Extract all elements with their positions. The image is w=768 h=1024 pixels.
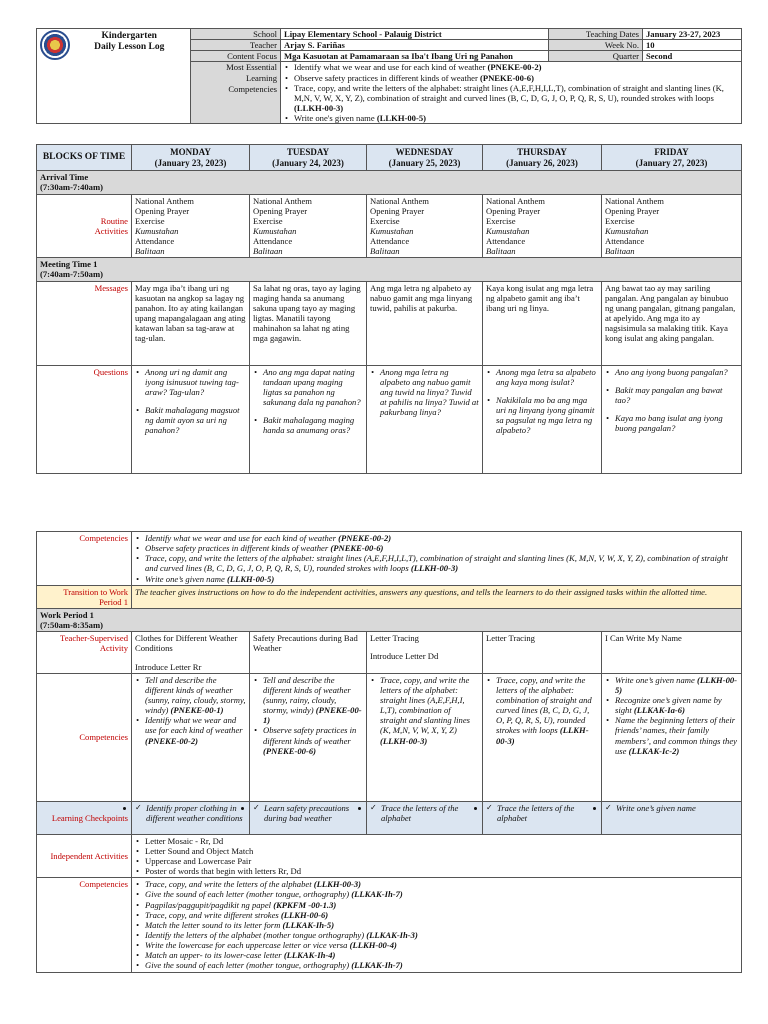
activity-title: Clothes for Different Weather Conditions xyxy=(135,633,238,654)
mel-text: Trace, copy, and write the letters of the alphabet: straight lines (A,E,F,H,I,L,T), combination of straight and slanting lines (K, M,N, V, W, X, Y, Z), combination of straight and curved lines (B, C, D, G, J, O, P, Q, R, S, U), rounded strokes with loops xyxy=(294,82,724,103)
competencies-list xyxy=(135,533,738,584)
mel-code: (LLKH-00-3) xyxy=(294,102,344,113)
competency-text: Identify what we wear and use for each kind of weather xyxy=(145,533,336,543)
independent-activity-item: • Uppercase and Lowercase Pair xyxy=(135,856,738,866)
questions-list xyxy=(486,367,598,436)
mel-list xyxy=(284,62,738,123)
deped-seal xyxy=(37,29,69,124)
routine-line: Exercise xyxy=(135,215,165,226)
competencies-friday xyxy=(602,673,742,801)
work-period-table xyxy=(36,531,742,973)
activity-title: I Can Write My Name xyxy=(605,633,682,644)
label-line: Transition to Work xyxy=(63,586,128,597)
week-value: 10 xyxy=(643,40,742,51)
teaching-dates-value: January 23-27, 2023 xyxy=(643,29,742,40)
competency-text: Write the lowercase for each uppercase letter or vice versa xyxy=(145,940,348,951)
mel-label-line: Most Essential xyxy=(226,62,277,73)
deped-seal-icon xyxy=(40,30,70,60)
mel-text: Write one's given name xyxy=(294,113,375,124)
section-time: (7:50am-8:35am) xyxy=(40,620,104,631)
competency-code: (LLKAK-Ih-7) xyxy=(351,960,403,971)
questions-list xyxy=(605,367,738,434)
section-time: (7:40am-7:50am) xyxy=(40,269,104,280)
mel-item xyxy=(284,62,738,72)
routine-line: Kumustahan xyxy=(605,225,649,236)
teacher-value: Arjay S. Fariñas xyxy=(281,40,549,51)
mel-code: (PNEKE-00-6) xyxy=(479,72,534,83)
messages-label: Messages xyxy=(37,281,132,365)
competency-item xyxy=(135,950,738,960)
questions-label: Questions xyxy=(37,365,132,473)
section-title: Meeting Time 1 xyxy=(40,259,98,270)
competency-item xyxy=(135,574,738,584)
competency-item xyxy=(253,675,363,726)
competencies-list xyxy=(605,675,738,756)
routine-line: Attendance xyxy=(253,236,293,247)
competency-item xyxy=(253,725,363,755)
routine-line: Exercise xyxy=(605,215,635,226)
competencies-thursday xyxy=(483,673,602,801)
competency-item xyxy=(135,675,246,716)
message-thursday: Kaya kong isulat ang mga letra ng alpabeto gamit ang iba’t ibang uri ng linya. xyxy=(483,281,602,365)
day-header-wednesday xyxy=(367,145,483,171)
day-date: (January 27, 2023) xyxy=(635,157,708,168)
day-name: FRIDAY xyxy=(654,147,689,157)
day-date: (January 24, 2023) xyxy=(272,157,344,168)
bottom-competencies-cell xyxy=(132,878,742,972)
competency-item xyxy=(135,553,738,573)
day-header-tuesday xyxy=(250,145,367,171)
routine-line: National Anthem xyxy=(253,195,312,206)
routine-line: Kumustahan xyxy=(370,225,414,236)
competency-item xyxy=(135,715,246,745)
questions-monday xyxy=(132,365,250,473)
competency-text: Identify the letters of the alphabet (mother tongue orthography) xyxy=(145,929,365,940)
independent-activity-item: • Poster of words that begin with letters Rr, Dd xyxy=(135,866,738,876)
competencies-cell xyxy=(132,532,742,586)
questions-friday xyxy=(602,365,742,473)
question-item: • Anong mga letra ng alpabeto ang nabuo gamit ang tuwid na linya? Tuwid at pahilis na linya? Tuwid at pakurbang linya? xyxy=(370,367,479,418)
competencies-list xyxy=(253,675,363,756)
competency-text: Trace, copy, and write the letters of the alphabet: combination of straight and curved lines (B, C, D, G, J, O, P, Q, R, S, U), rounded strokes with loops xyxy=(496,674,592,736)
week-label: Week No. xyxy=(549,40,643,51)
routine-line: Attendance xyxy=(605,236,645,247)
mel-text: Observe safety practices in different kinds of weather xyxy=(294,72,478,83)
competency-item xyxy=(370,675,479,746)
meeting-time-section xyxy=(37,258,742,281)
independent-activity-item: • Letter Sound and Object Match xyxy=(135,846,738,856)
competency-text: Trace, copy, and write the letters of the alphabet xyxy=(145,879,312,890)
checkpoint-item: ✓ • Identify proper clothing in different weather conditions xyxy=(135,803,246,823)
checkpoint-item: ✓ • Write one’s given name xyxy=(605,803,738,813)
competency-text: Identify what we wear and use for each kind of weather xyxy=(145,715,243,736)
competency-code: (LLKH-00-3) xyxy=(313,879,362,890)
routine-line: Balitaan xyxy=(370,246,400,257)
day-name: TUESDAY xyxy=(286,147,330,157)
competency-item xyxy=(135,920,738,930)
teaching-dates-label: Teaching Dates xyxy=(549,29,643,40)
competency-code: (LLKAK-Ih-7) xyxy=(351,889,403,900)
checkpoint-item: ✓ • Trace the letters of the alphabet xyxy=(370,803,479,823)
competency-code: (LLKAK-Ih-3) xyxy=(366,929,418,940)
questions-thursday xyxy=(483,365,602,473)
routine-line: National Anthem xyxy=(605,195,664,206)
routine-line: Exercise xyxy=(486,215,516,226)
question-item: • Ano ang iyong buong pangalan? xyxy=(605,367,738,377)
section-title: Arrival Time xyxy=(40,172,89,183)
questions-list xyxy=(370,367,479,418)
question-item: • Bakit mahalagang maging handa sa anumang oras? xyxy=(253,415,363,435)
routine-line: Exercise xyxy=(370,215,400,226)
message-wednesday: Ang mga letra ng alpabeto ay nabuo gamit ang mga linyang tuwid, pahilis at pakurba. xyxy=(367,281,483,365)
competency-text: Observe safety practices in different kinds of weather xyxy=(145,543,329,554)
day-date: (January 26, 2023) xyxy=(506,157,578,168)
blocks-of-time-header: BLOCKS OF TIME xyxy=(37,145,132,171)
content-focus-label: Content Focus xyxy=(191,51,281,62)
competency-code: (LLKH-00-3) xyxy=(496,725,589,746)
message-friday: Ang bawat tao ay may sariling pangalan. Ang pangalan ay binubuo ng unang pangalan, gitnang pangalan, at apelyido. Ang mga ito ay nagsisimula sa malaking titik. Kaya kong isulat ang aking pangalan. xyxy=(602,281,742,365)
competency-text: Give the sound of each letter (mother tongue, orthography) xyxy=(145,960,350,971)
competency-item xyxy=(135,900,738,910)
tsa-monday xyxy=(132,632,250,673)
mel-code: (PNEKE-00-2) xyxy=(487,62,542,73)
content-focus-value: Mga Kasuotan at Pamamaraan sa Iba't Ibang Uri ng Panahon xyxy=(281,51,549,62)
header-table xyxy=(36,28,742,124)
teacher-label: Teacher xyxy=(191,40,281,51)
competency-code: (PNEKE-00-1) xyxy=(170,705,224,716)
question-item: • Bakit may pangalan ang bawat tao? xyxy=(605,385,738,405)
competency-code: (KPKFM -00-1.3) xyxy=(273,899,337,910)
label-line: Routine xyxy=(100,215,128,226)
section-title: Work Period 1 xyxy=(40,609,94,620)
message-tuesday: Sa lahat ng oras, tayo ay laging maging handa sa anumang sakuna upang tayo ay maging ligtas. Manatili tayong mahinahon sa lahat ng ating mga gagawin. xyxy=(250,281,367,365)
tsa-friday xyxy=(602,632,742,673)
routine-line: Attendance xyxy=(370,236,410,247)
competency-code: (PNEKE-00-2) xyxy=(338,533,392,543)
questions-tuesday xyxy=(250,365,367,473)
checkpoint-list xyxy=(135,803,246,823)
section-time: (7:30am-7:40am) xyxy=(40,182,104,193)
competency-code: (LLKH-00-3) xyxy=(410,563,459,574)
checkpoint-item: ✓ • Trace the letters of the alphabet xyxy=(486,803,598,823)
title-line-2: Daily Lesson Log xyxy=(94,42,165,53)
activity-subtitle: Introduce Letter Dd xyxy=(370,651,439,662)
mel-label-line: Learning xyxy=(245,73,277,84)
competency-code: (LLKH-00-5) xyxy=(615,674,738,695)
day-competencies-label: Competencies xyxy=(37,673,132,801)
routine-line: Balitaan xyxy=(135,246,165,257)
competency-text: Observe safety practices in different kinds of weather xyxy=(263,725,357,746)
label-line: Period 1 xyxy=(99,596,128,607)
mel-item xyxy=(284,113,738,123)
competency-code: (LLKAK-Ia-6) xyxy=(633,705,685,716)
competencies-monday xyxy=(132,673,250,801)
label-line: Activities xyxy=(94,225,128,236)
tsa-wednesday xyxy=(367,632,483,673)
routine-line: Kumustahan xyxy=(486,225,530,236)
bottom-competencies-list xyxy=(135,879,738,970)
weekly-plan-table xyxy=(36,144,742,474)
competency-code: (PNEKE-00-2) xyxy=(145,735,198,746)
competencies-list xyxy=(370,675,479,746)
work-period-section xyxy=(37,608,742,631)
tsa-tuesday xyxy=(250,632,367,673)
checkpoint-wednesday xyxy=(367,801,483,834)
competency-code: (LLKAK-Ic-2) xyxy=(628,745,680,756)
school-label: School xyxy=(191,29,281,40)
competency-text: Match an upper- to its lower-case letter xyxy=(145,950,282,961)
mel-code: (LLKH-00-5) xyxy=(376,113,426,124)
checkpoint-list xyxy=(605,803,738,813)
competencies-tuesday xyxy=(250,673,367,801)
mel-label-line: Competencies xyxy=(228,83,277,94)
competency-text: Write one’s given name xyxy=(615,674,695,685)
routine-line: National Anthem xyxy=(486,195,545,206)
competency-text: Trace, copy, and write the letters of the alphabet: straight lines (A,E,F,H,I,L,T), combination of straight and slanting lines (K, M,N, V, W, X, Y, Z), combination of straight and curved lines (B, C, D, G, J, O, P, Q, R, S, U), rounded strokes with loops xyxy=(145,553,728,574)
competency-code: (LLKH-00-4) xyxy=(349,940,397,951)
checkpoint-friday xyxy=(602,801,742,834)
day-header-thursday xyxy=(483,145,602,171)
competency-item xyxy=(135,910,738,920)
competency-code: (LLKH-00-6) xyxy=(280,909,329,920)
message-monday: May mga iba’t ibang uri ng kasuotan na angkop sa lagay ng panahon. Ito ay ating kailangan upang mapangalagaan ang ating katawan laban sa tag-araw at tag-ulan. xyxy=(132,281,250,365)
activity-title: Safety Precautions during Bad Weather xyxy=(253,633,358,654)
routine-line: Opening Prayer xyxy=(135,205,190,216)
question-item: • Anong mga letra sa alpabeto ang kaya mong isulat? xyxy=(486,367,598,387)
mel-label xyxy=(191,62,281,124)
routine-line: Opening Prayer xyxy=(370,205,425,216)
competency-text: Give the sound of each letter (mother tongue, orthography) xyxy=(145,889,350,900)
competencies-list xyxy=(486,675,598,746)
arrival-time-section xyxy=(37,171,742,194)
routine-cell-tuesday xyxy=(250,194,367,258)
questions-list xyxy=(253,367,363,436)
competency-text: Trace, copy, and write different strokes xyxy=(145,909,279,920)
competency-item xyxy=(135,889,738,899)
activity-title: Letter Tracing xyxy=(370,633,419,644)
competency-code: (LLKAK-Ih-5) xyxy=(282,919,335,930)
school-value: Lipay Elementary School - Palauig District xyxy=(281,29,549,40)
competency-text: Match the letter sound to its letter form xyxy=(145,919,281,930)
competency-text: Pagpilas/paggupit/pagdikit ng papel xyxy=(145,899,272,910)
competency-text: Trace, copy, and write the letters of the alphabet: straight lines (A,E,F,H,I, L,T), combination of straight and slanting lines (K, M,N, V, W, X, Y, Z) xyxy=(380,674,471,736)
mel-list-cell xyxy=(281,62,742,124)
learning-checkpoints-label: Learning Checkpoints xyxy=(37,801,132,834)
label-line: Teacher-Supervised xyxy=(60,633,128,644)
competency-item xyxy=(135,930,738,940)
routine-line: Balitaan xyxy=(486,246,516,257)
routine-line: Opening Prayer xyxy=(486,205,541,216)
routine-line: Kumustahan xyxy=(135,225,179,236)
competencies-list xyxy=(135,675,246,746)
competency-item xyxy=(605,715,738,756)
quarter-label: Quarter xyxy=(549,51,643,62)
checkpoint-thursday xyxy=(483,801,602,834)
checkpoint-list xyxy=(370,803,479,823)
routine-cell-wednesday xyxy=(367,194,483,258)
bottom-competencies-label: Competencies xyxy=(37,878,132,972)
routine-activities-label xyxy=(37,194,132,258)
routine-cell-thursday xyxy=(483,194,602,258)
competency-item xyxy=(135,543,738,553)
competency-code: (PNEKE-00-1) xyxy=(263,705,362,726)
questions-wednesday xyxy=(367,365,483,473)
competency-code: (PNEKE-00-6) xyxy=(330,543,384,554)
competency-text: Recognize one’s given name by sight xyxy=(615,694,722,716)
competency-code: (LLKH-00-3) xyxy=(380,735,428,746)
routine-line: Attendance xyxy=(135,236,175,247)
competency-text: Name the beginning letters of their friends’ names, their family members’, and common things they use xyxy=(615,715,737,756)
routine-cell-friday xyxy=(602,194,742,258)
checkpoint-tuesday xyxy=(250,801,367,834)
checkpoint-monday xyxy=(132,801,250,834)
mel-item xyxy=(284,73,738,83)
title-line-1: Kindergarten xyxy=(101,31,157,41)
day-date: (January 23, 2023) xyxy=(154,157,227,168)
independent-activity-item: • Letter Mosaic - Rr, Dd xyxy=(135,836,738,846)
competency-code: (PNEKE-00-6) xyxy=(263,745,316,756)
day-name: WEDNESDAY xyxy=(395,147,454,157)
competency-item xyxy=(135,533,738,543)
day-name: THURSDAY xyxy=(517,147,567,157)
checkpoint-item: ✓ • Learn safety precautions during bad weather xyxy=(253,803,363,823)
competency-item xyxy=(135,960,738,970)
competency-text: Tell and describe the different kinds of weather (sunny, rainy, cloudy, stormy, windy) xyxy=(263,674,351,716)
tsa-thursday xyxy=(483,632,602,673)
competency-item xyxy=(605,675,738,695)
day-date: (January 25, 2023) xyxy=(388,157,461,168)
competency-code: (LLKAK-Ih-4) xyxy=(283,950,336,961)
routine-line: Exercise xyxy=(253,215,283,226)
day-header-friday xyxy=(602,145,742,171)
competency-item xyxy=(486,675,598,746)
routine-line: Balitaan xyxy=(253,246,283,257)
routine-line: National Anthem xyxy=(370,195,429,206)
independent-activities-cell xyxy=(132,834,742,878)
competency-item xyxy=(135,879,738,889)
competency-code: (LLKH-00-5) xyxy=(226,573,275,584)
checkpoint-list xyxy=(253,803,363,823)
competency-text: Tell and describe the different kinds of weather (sunny, rainy, cloudy, stormy, windy) xyxy=(145,674,246,716)
routine-line: Opening Prayer xyxy=(605,205,660,216)
competencies-label: Competencies xyxy=(37,532,132,586)
question-item: • Nakikilala mo ba ang mga uri ng linyang iyong ginamit sa pagsulat ng mga letra ng alpabeto? xyxy=(486,395,598,436)
questions-list xyxy=(135,367,246,436)
activity-title: Letter Tracing xyxy=(486,633,535,644)
day-header-monday xyxy=(132,145,250,171)
routine-line: Attendance xyxy=(486,236,526,247)
teacher-supervised-label xyxy=(37,632,132,673)
checkpoint-list xyxy=(486,803,598,823)
transition-label xyxy=(37,585,132,608)
competency-text: Write one’s given name xyxy=(145,573,225,584)
competency-item xyxy=(605,695,738,715)
independent-activities-list xyxy=(135,836,738,877)
quarter-value: Second xyxy=(643,51,742,62)
document-title xyxy=(69,29,191,124)
mel-text: Identify what we wear and use for each kind of weather xyxy=(294,62,486,73)
competency-item xyxy=(135,940,738,950)
question-item: • Ano ang mga dapat nating tandaan upang maging ligtas sa panahon ng sakunang dala ng panahon? xyxy=(253,367,363,408)
question-item: • Bakit mahalagang magsuot ng damit ayon sa uri ng panahon? xyxy=(135,405,246,435)
question-item: • Anong uri ng damit ang iyong isinusuot tuwing tag-araw? Tag-ulan? xyxy=(135,367,246,397)
independent-activities-label: Independent Activities xyxy=(37,834,132,878)
label-line: Activity xyxy=(99,643,128,654)
routine-line: Opening Prayer xyxy=(253,205,308,216)
routine-line: Kumustahan xyxy=(253,225,297,236)
day-name: MONDAY xyxy=(170,147,211,157)
routine-cell-monday xyxy=(132,194,250,258)
routine-line: Balitaan xyxy=(605,246,635,257)
activity-subtitle: Introduce Letter Rr xyxy=(135,661,202,672)
competencies-wednesday xyxy=(367,673,483,801)
question-item: • Kaya mo bang isulat ang iyong buong pangalan? xyxy=(605,413,738,433)
mel-item xyxy=(284,83,738,113)
routine-line: National Anthem xyxy=(135,195,194,206)
transition-text: The teacher gives instructions on how to do the independent activities, answers any questions, and tells the learners to do their assigned tasks within the allotted time. xyxy=(132,585,742,608)
